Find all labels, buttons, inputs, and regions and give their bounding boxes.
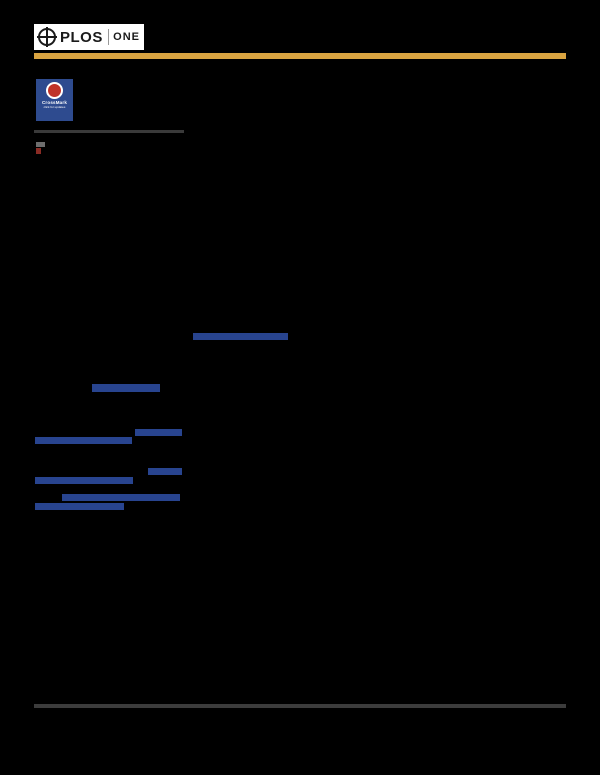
header-gold-rule xyxy=(34,53,566,59)
crossmark-title: CrossMark xyxy=(41,100,68,105)
article-editor-link[interactable] xyxy=(92,384,160,392)
article-received-link[interactable] xyxy=(35,437,132,444)
article-copyright-link[interactable] xyxy=(35,477,133,484)
publisher-brand: PLOS xyxy=(60,28,103,46)
crossmark-subtitle: click for updates xyxy=(43,104,66,109)
article-data-availability-link[interactable] xyxy=(148,468,182,475)
article-published-link[interactable] xyxy=(135,429,182,436)
plos-circle-icon xyxy=(38,28,56,46)
article-funding-link-line2[interactable] xyxy=(35,503,124,510)
open-access-lock-icon xyxy=(36,142,45,154)
footer-rule xyxy=(34,704,566,708)
crossmark-badge-icon xyxy=(46,82,63,99)
left-column-separator xyxy=(34,130,184,133)
article-funding-link-line1[interactable] xyxy=(62,494,180,501)
plos-one-logo xyxy=(34,24,144,50)
journal-name: ONE xyxy=(113,30,140,43)
crossmark-badge[interactable] xyxy=(36,79,73,121)
article-citation-link[interactable] xyxy=(193,333,288,340)
